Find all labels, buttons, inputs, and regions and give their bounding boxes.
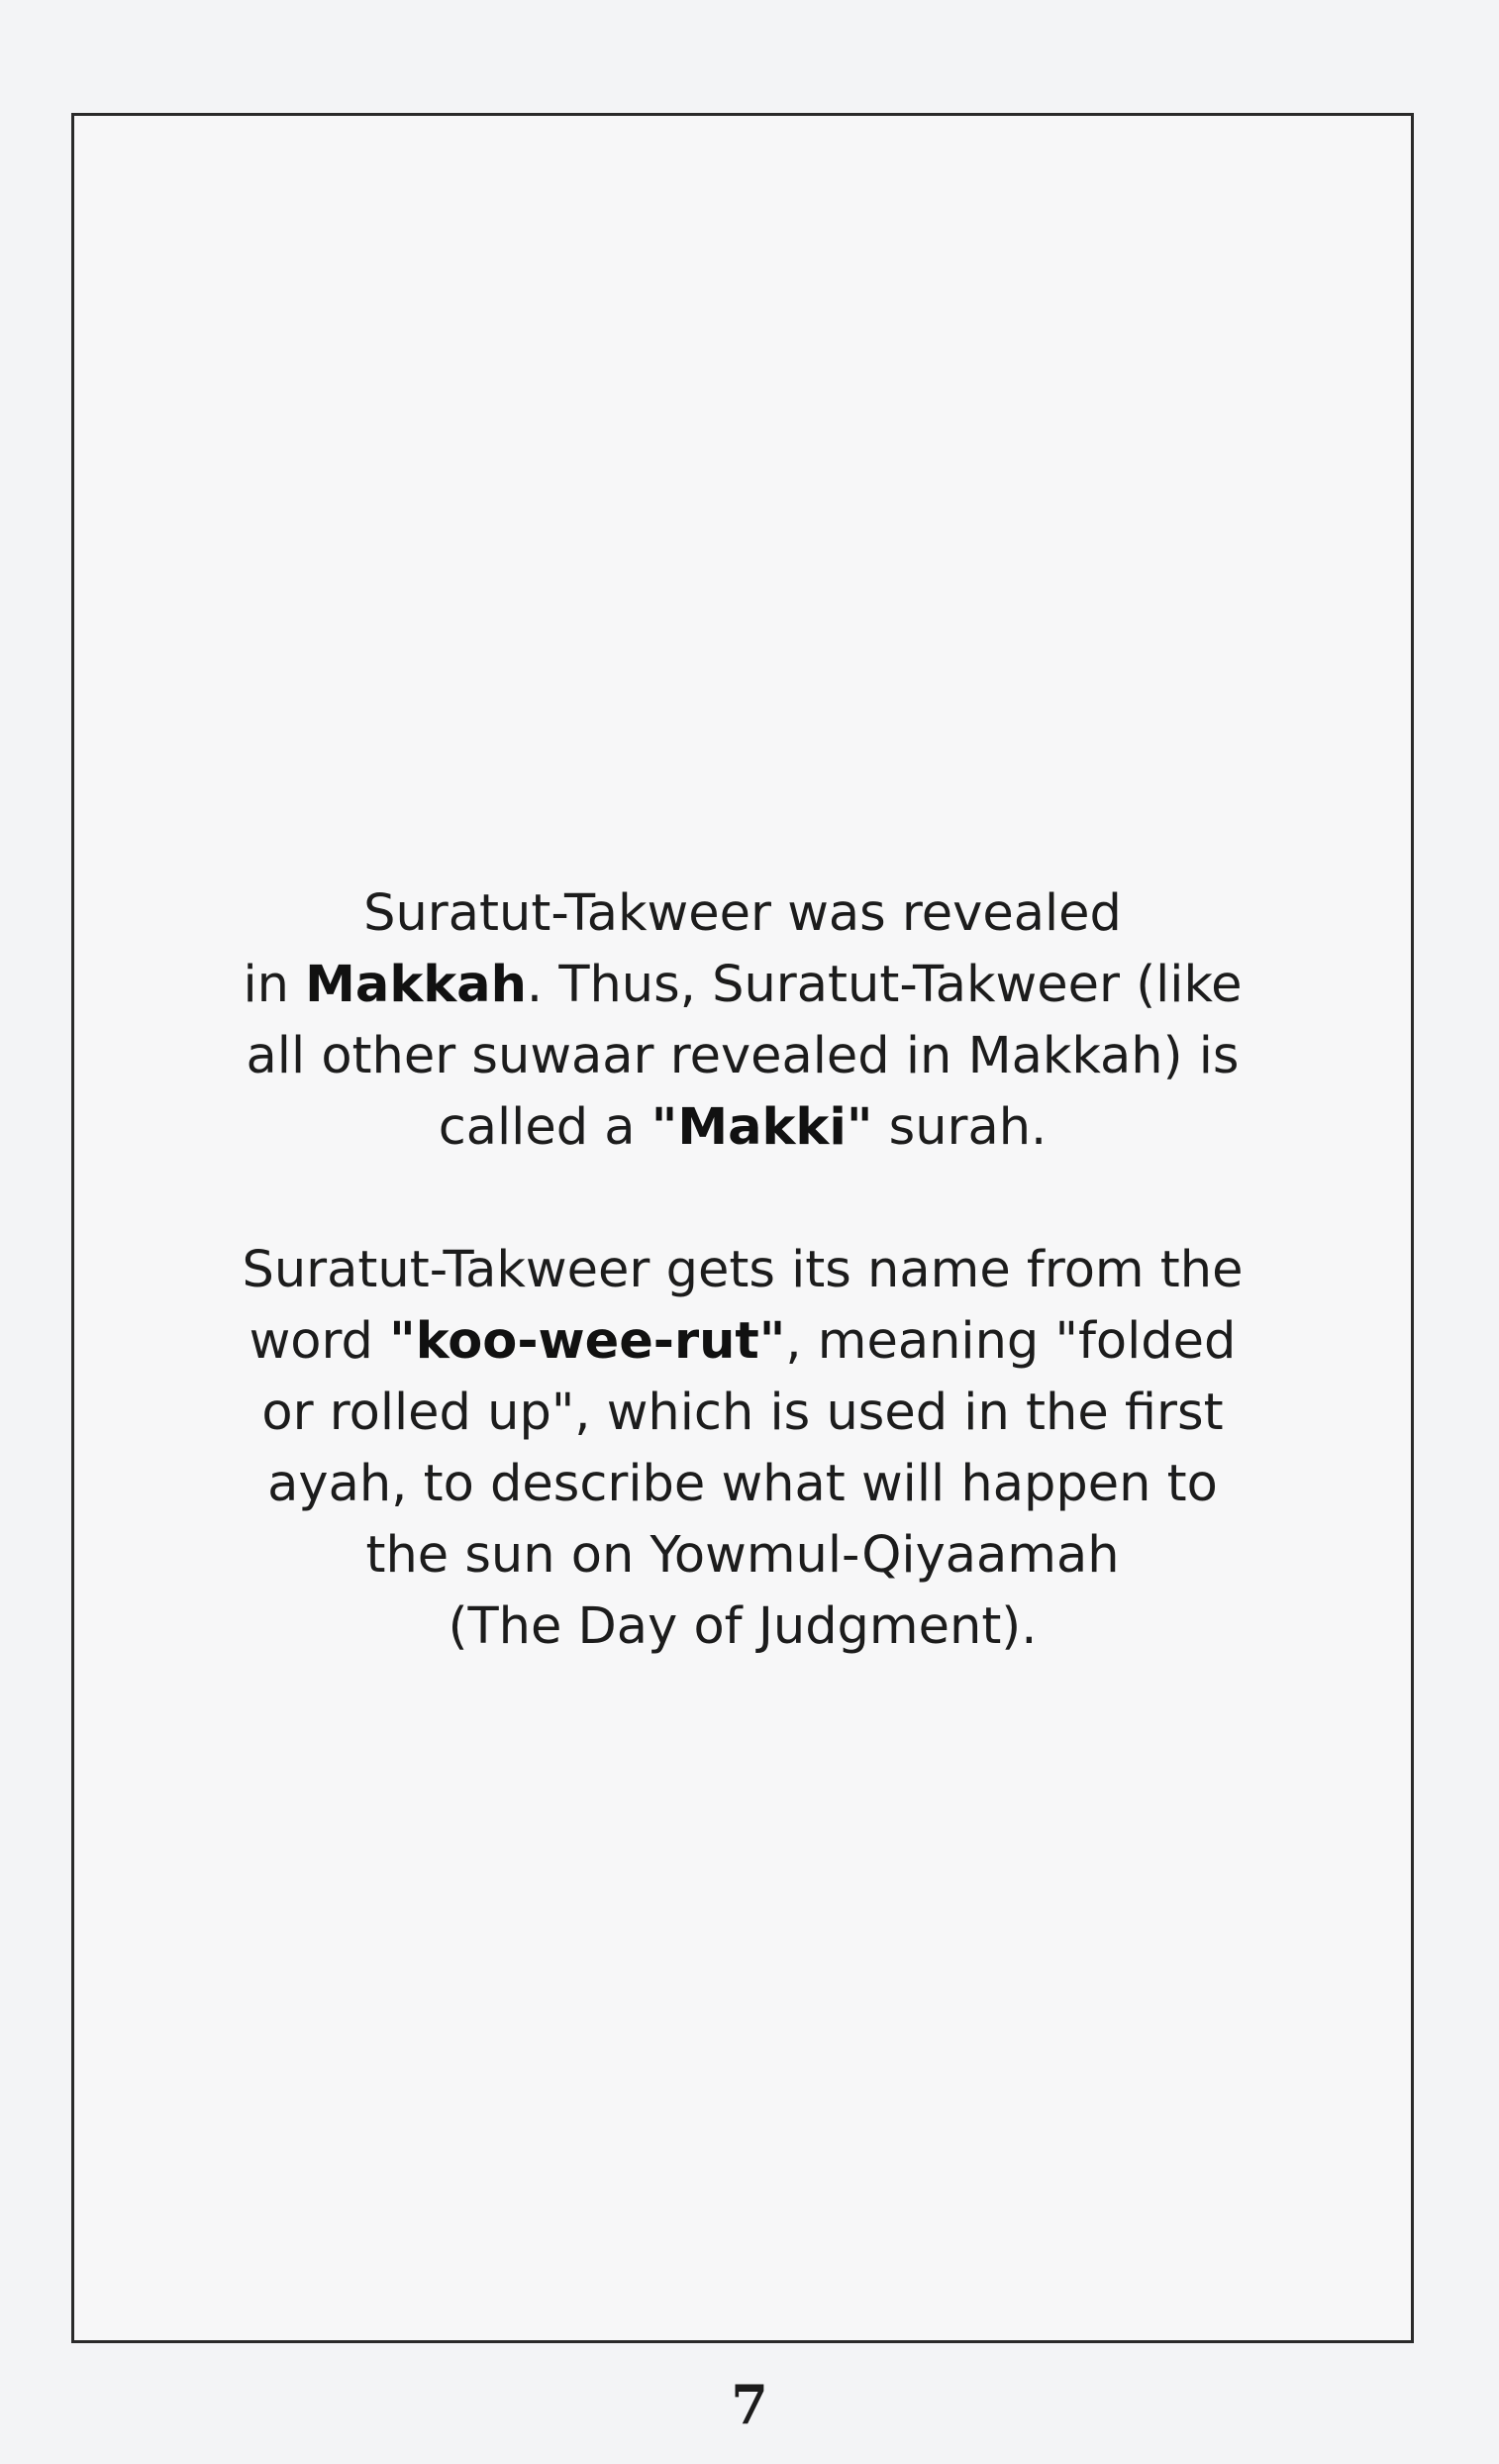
text-segment: . Thus, Suratut-Takweer (like (526, 956, 1243, 1014)
text-line: Suratut-Takweer gets its name from the (242, 1241, 1244, 1299)
text-line: all other suwaar revealed in Makkah) is (246, 1027, 1240, 1085)
text-line (74, 950, 1411, 1021)
text-line: (The Day of Judgment). (448, 1597, 1038, 1656)
page-frame (71, 113, 1414, 2343)
text-line: ayah, to describe what will happen to (267, 1455, 1218, 1513)
text-segment: called a (438, 1098, 651, 1157)
text-line: the sun on Yowmul-Qiyaamah (365, 1526, 1120, 1585)
text-line (74, 1092, 1411, 1164)
text-line: Suratut-Takweer was revealed (363, 884, 1122, 943)
text-line (74, 1306, 1411, 1378)
text-line: or rolled up", which is used in the first (261, 1384, 1224, 1442)
bold-term-koo-wee-rut: "koo-wee-rut" (389, 1312, 786, 1371)
text-segment: in (243, 956, 306, 1014)
bold-term-makki: "Makki" (650, 1098, 873, 1157)
text-segment: , meaning "folded (785, 1312, 1237, 1371)
text-segment: word (249, 1312, 390, 1371)
bold-term-makkah: Makkah (305, 956, 527, 1014)
page-number: 7 (731, 2373, 768, 2436)
paragraph-revelation (74, 878, 1411, 1164)
paragraph-name-meaning (74, 1235, 1411, 1663)
text-segment: surah. (872, 1098, 1048, 1157)
